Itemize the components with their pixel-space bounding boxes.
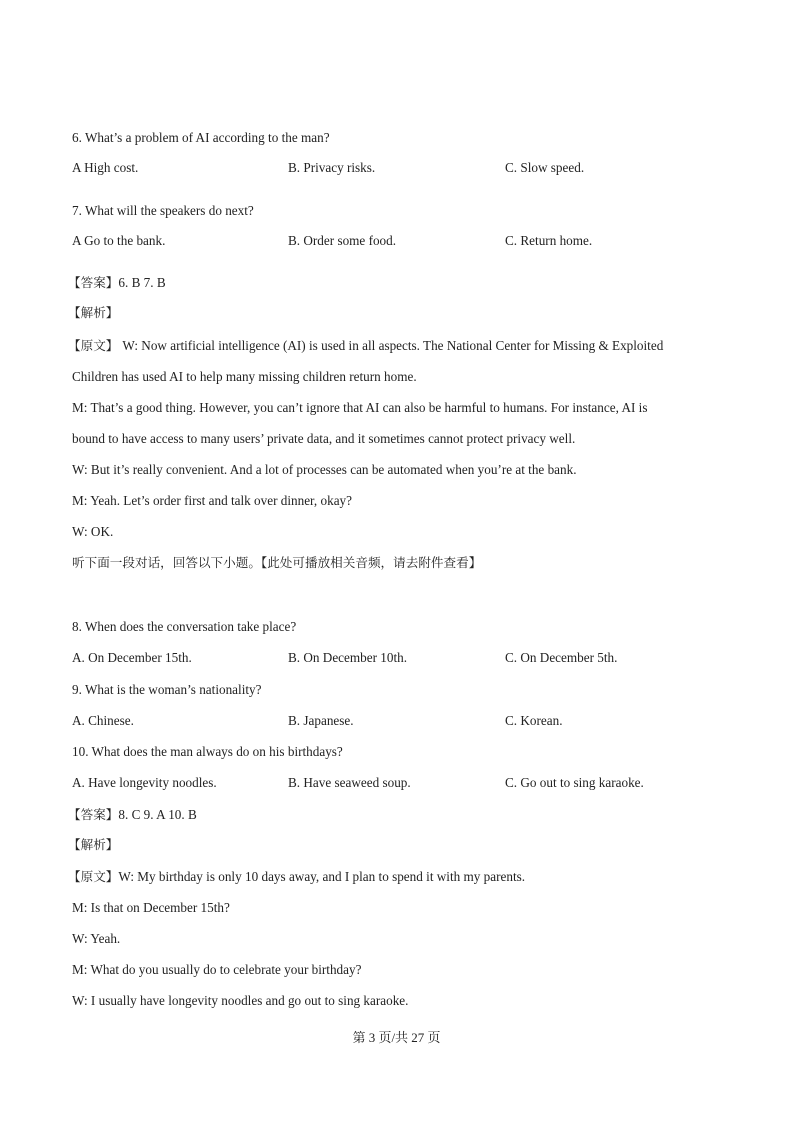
answer-block-2	[68, 806, 197, 824]
transcript-tag: 【原文】	[68, 338, 119, 353]
transcript-2-line-1	[68, 868, 525, 886]
transcript-2-line-4: M: What do you usually do to celebrate your birthday?	[72, 962, 362, 977]
answer-text: 8. C 9. A 10. B	[118, 807, 197, 822]
q7-option-a: A Go to the bank.	[72, 233, 166, 248]
section-instruction: 听下面一段对话，回答以下小题。【此处可播放相关音频，请去附件查看】	[72, 555, 482, 570]
q7-option-c: C. Return home.	[505, 233, 593, 248]
analysis-tag-2: 【解析】	[68, 837, 119, 852]
transcript-1-line-1	[68, 337, 720, 355]
transcript-text: W: My birthday is only 10 days away, and I plan to spend it with my parents.	[118, 869, 526, 884]
q9-option-c: C. Korean.	[505, 713, 563, 728]
transcript-1-line-6: M: Yeah. Let’s order first and talk over dinner, okay?	[72, 493, 352, 508]
transcript-1-line-2: Children has used AI to help many missing children return home.	[72, 369, 417, 384]
question-8: 8. When does the conversation take place?	[72, 619, 297, 634]
transcript-2-line-3: W: Yeah.	[72, 931, 121, 946]
transcript-2-line-5: W: I usually have longevity noodles and go out to sing karaoke.	[72, 993, 409, 1008]
answer-block-1	[68, 274, 166, 292]
transcript-1-line-5: W: But it’s really convenient. And a lot of processes can be automated when you’re at the bank.	[72, 462, 577, 477]
transcript-2-line-2: M: Is that on December 15th?	[72, 900, 230, 915]
analysis-tag-1: 【解析】	[68, 305, 119, 320]
q6-option-c: C. Slow speed.	[505, 160, 585, 175]
question-10: 10. What does the man always do on his birthdays?	[72, 744, 343, 759]
question-7: 7. What will the speakers do next?	[72, 203, 254, 218]
question-9: 9. What is the woman’s nationality?	[72, 682, 262, 697]
transcript-1-line-4: bound to have access to many users’ private data, and it sometimes cannot protect privacy well.	[72, 431, 576, 446]
answer-text: 6. B 7. B	[118, 275, 166, 290]
page-footer: 第 3 页/共 27 页	[352, 1030, 441, 1045]
q10-option-c: C. Go out to sing karaoke.	[505, 775, 644, 790]
q7-option-b: B. Order some food.	[288, 233, 397, 248]
transcript-1-line-3: M: That’s a good thing. However, you can’t ignore that AI can also be harmful to humans. For instance, AI is	[72, 400, 648, 415]
transcript-text: W: Now artificial intelligence (AI) is used in all aspects. The National Center for Missing & Exploited	[122, 338, 664, 353]
q8-option-c: C. On December 5th.	[505, 650, 618, 665]
q10-option-b: B. Have seaweed soup.	[288, 775, 411, 790]
q8-option-a: A. On December 15th.	[72, 650, 192, 665]
q6-option-a: A High cost.	[72, 160, 139, 175]
q9-option-a: A. Chinese.	[72, 713, 134, 728]
q6-option-b: B. Privacy risks.	[288, 160, 376, 175]
question-6: 6. What’s a problem of AI according to the man?	[72, 130, 330, 145]
transcript-1-line-7: W: OK.	[72, 524, 114, 539]
transcript-tag: 【原文】	[68, 869, 119, 884]
answer-tag: 【答案】	[68, 807, 119, 822]
q9-option-b: B. Japanese.	[288, 713, 354, 728]
q10-option-a: A. Have longevity noodles.	[72, 775, 217, 790]
q8-option-b: B. On December 10th.	[288, 650, 408, 665]
answer-tag: 【答案】	[68, 275, 119, 290]
